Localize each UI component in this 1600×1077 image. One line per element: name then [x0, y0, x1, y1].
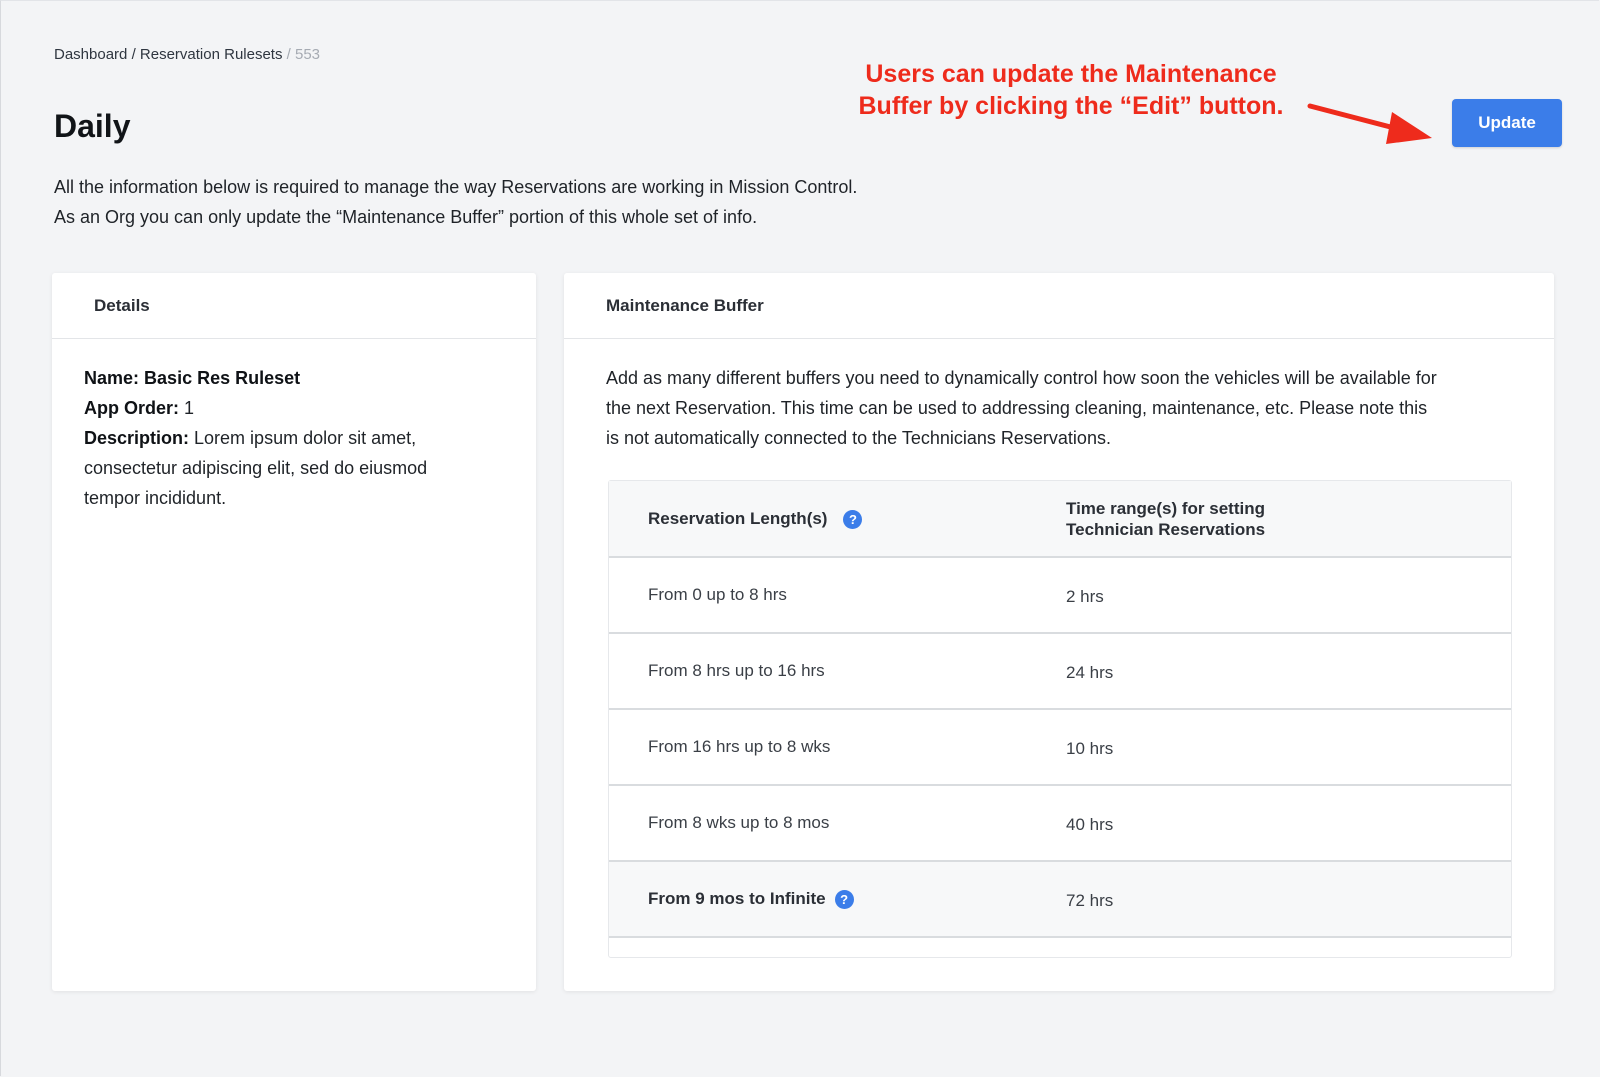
time-range-cell: 2 hrs — [1066, 587, 1104, 606]
page-title: Daily — [54, 108, 131, 144]
intro-line: As an Org you can only update the “Maintenance Buffer” portion of this whole set of info. — [54, 207, 758, 227]
details-card-header: Details — [52, 273, 536, 339]
reservation-length-cell: From 8 wks up to 8 mos — [648, 813, 830, 832]
detail-description-line: tempor incididunt. — [84, 488, 227, 508]
detail-description-value: Lorem ipsum dolor sit amet, — [194, 428, 417, 448]
reservation-length-cell: From 0 up to 8 hrs — [648, 585, 787, 604]
breadcrumb-separator: / — [131, 46, 136, 63]
detail-app-order-label: App Order: — [84, 398, 180, 418]
maintenance-buffer-card-header: Maintenance Buffer — [564, 273, 1554, 339]
breadcrumb-dashboard-link[interactable]: Dashboard — [54, 46, 128, 63]
reservation-length-cell — [648, 889, 854, 909]
reservation-length-cell: From 8 hrs up to 16 hrs — [648, 661, 825, 680]
column-header-reservation-length — [648, 509, 862, 529]
table-row — [609, 786, 1511, 862]
details-card — [52, 273, 536, 991]
help-icon[interactable]: ? — [843, 510, 862, 529]
table-row — [609, 558, 1511, 634]
reservation-length-label: From 9 mos to Infinite — [648, 889, 826, 908]
time-range-cell: 72 hrs — [1066, 891, 1114, 910]
update-button[interactable]: Update — [1452, 99, 1562, 147]
annotation-callout — [836, 58, 1306, 122]
breadcrumb-separator: / — [286, 46, 291, 63]
detail-name — [84, 363, 506, 393]
column-header-label: Technician Reservations — [1066, 520, 1266, 539]
table-row — [609, 862, 1511, 938]
description-line: is not automatically connected to the Technicians Reservations. — [606, 428, 1111, 448]
maintenance-buffer-card — [564, 273, 1554, 991]
annotation-line: Buffer by clicking the “Edit” button. — [858, 92, 1284, 120]
column-header-label: Time range(s) for setting — [1066, 499, 1265, 518]
help-icon[interactable]: ? — [835, 890, 854, 909]
column-header-label: Reservation Length(s) — [648, 509, 828, 528]
detail-app-order-value: 1 — [184, 398, 195, 418]
detail-description-label: Description: — [84, 428, 190, 448]
annotation-arrow-icon — [1306, 96, 1436, 152]
detail-name-label: Name: — [84, 368, 140, 388]
breadcrumb-reservation-rulesets-link[interactable]: Reservation Rulesets — [139, 46, 283, 63]
details-body — [52, 339, 536, 513]
description-line: Add as many different buffers you need to dynamically control how soon the vehicles will be available for — [606, 368, 1437, 388]
reservation-length-cell: From 16 hrs up to 8 wks — [648, 737, 831, 756]
description-line: the next Reservation. This time can be used to addressing cleaning, maintenance, etc. Please note this — [606, 398, 1428, 418]
table-row — [609, 634, 1511, 710]
table-header — [609, 481, 1511, 558]
breadcrumb — [54, 46, 320, 63]
detail-description — [84, 423, 506, 453]
detail-app-order — [84, 393, 506, 423]
intro-line: All the information below is required to manage the way Reservations are working in Mission Control. — [54, 177, 858, 197]
time-range-cell: 10 hrs — [1066, 739, 1114, 758]
time-range-cell: 24 hrs — [1066, 663, 1114, 682]
detail-name-value: Basic Res Ruleset — [144, 368, 301, 388]
maintenance-buffer-description — [564, 339, 1554, 453]
time-range-cell: 40 hrs — [1066, 815, 1114, 834]
breadcrumb-current: 553 — [295, 46, 321, 63]
buffer-table — [608, 480, 1512, 958]
column-header-time-range — [1066, 498, 1366, 540]
annotation-line: Users can update the Maintenance — [865, 60, 1277, 88]
page-intro — [54, 172, 857, 232]
table-row — [609, 710, 1511, 786]
detail-description-line: consectetur adipiscing elit, sed do eiusmod — [84, 458, 428, 478]
